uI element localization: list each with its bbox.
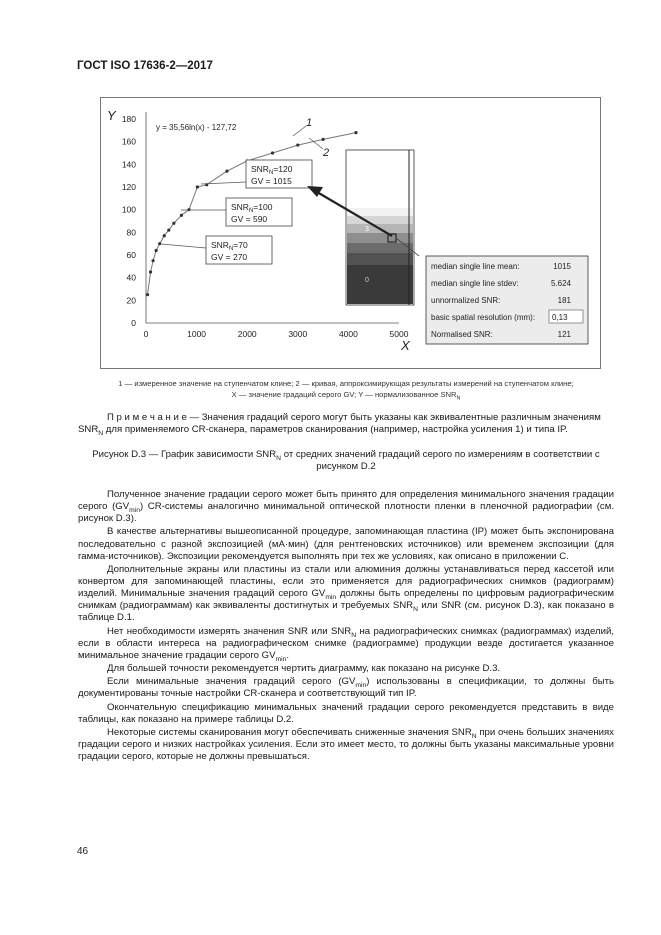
data-point: [163, 234, 166, 237]
svg-text:GV = 590: GV = 590: [231, 214, 268, 224]
paragraph-3: Дополнительные экраны или пластины из стали или алюминия должны устанавливаться перед кассетой или конвертом для запоминающей пластины, если это применяется для радиографических снимков (радиограмм) изделий. Минимальные значения градаций серого $GV_{min}$ должны быть определены по цифровым радиографическим снимкам (радиограммам) как эквиваленты достигнутых и требуемых $SNR_N$ или SNR (см. рисунок D.3), как показано в таблице D.1.: [78, 563, 614, 624]
body-text: [78, 489, 614, 765]
result-label: Normalised SNR:: [431, 330, 493, 339]
y-tick-label: 80: [126, 227, 136, 238]
wedge-label-0: 0: [365, 277, 369, 284]
y-tick-labels: [122, 114, 136, 328]
y-tick-label: 120: [121, 182, 136, 192]
figure-title: Рисунок D.3 — График зависимости $SNR_N$ от средних значений градаций серого по измерениям в соответствии с рисунком D.2: [92, 449, 600, 473]
data-point: [155, 249, 158, 252]
page-number: 46: [77, 846, 89, 857]
result-label: basic spatial resolution (mm):: [431, 313, 536, 322]
data-point: [146, 293, 149, 296]
curve-label-2: 2: [323, 147, 330, 159]
svg-text:SNRN=70: $SNR_N=70$: [211, 240, 248, 252]
y-axis-title: Y: [107, 108, 116, 123]
data-point: [167, 228, 170, 231]
paragraph-7: Окончательную спецификацию минимальных значений градации серого рекомендуется представить в виде таблицы, как показано на примере таблицы D.2.: [78, 701, 614, 725]
legend-line-2: X — значение градаций серого GV; Y — нормализованное $SNR_N$: [231, 390, 461, 402]
result-label: unnormalized SNR:: [431, 296, 501, 305]
data-point: [271, 151, 274, 154]
document-header: ГОСТ ISO 17636-2—2017: [77, 60, 213, 72]
y-tick-label: 140: [121, 159, 136, 170]
data-point: [296, 143, 299, 146]
svg-text:SNRN=120: $SNR_N=120$: [251, 164, 293, 176]
result-value: 121: [557, 330, 571, 339]
paragraph-8: Некоторые системы сканирования могут обеспечивать сниженные значения $SNR_N$ при очень больших значениях градации серого и низких настройках усиления. Если это имеет место, то должны быть указаны максимальные уровни градации серого, которые не должны превышаться.: [78, 727, 614, 763]
y-tick-label: 180: [121, 114, 136, 124]
paragraph-2: В качестве альтернативы вышеописанной процедуре, запоминающая пластина (IP) может быть экспонирована последовательно с разной экспозицией (мА·мин) (для рентгеновских источников) или временем экспозиции (для гамма-источников). Экспозиции рекомендуется выполнять при тех же условиях, как описано в приложении С.: [78, 526, 614, 562]
data-point: [149, 270, 152, 273]
x-axis-title: X: [401, 338, 410, 353]
paragraph-6: Если минимальные значения градаций серого $(GV_{min})$ использованы в спецификации, то должны быть документированы точные настройки CR-сканера и соответствующий тип IP.: [78, 676, 614, 700]
figure-d3: [100, 97, 601, 369]
x-tick-label: 5000: [389, 329, 409, 339]
equation-label: y = 35,56ln(x) - 127,72: [156, 123, 237, 132]
data-point: [354, 131, 357, 134]
data-point: [151, 259, 154, 262]
annotation-snr-120: [201, 160, 312, 188]
svg-text:GV = 1015: GV = 1015: [251, 176, 292, 186]
curve-label-1: 1: [306, 117, 313, 129]
chart-svg: [101, 98, 600, 368]
result-value: 181: [557, 296, 571, 305]
figure-legend: [78, 378, 614, 400]
annotation-snr-70: [161, 236, 272, 264]
result-value: 5.624: [550, 279, 571, 288]
x-tick-label: 1000: [187, 329, 207, 339]
note: П р и м е ч а н и е — Значения градаций серого могут быть указаны как эквивалентные различным значениям $SNR_N$ для применяемого CR-сканера, параметров сканирования (например, настройка усиления 1) и типа IP.: [78, 412, 601, 438]
x-tick-label: 4000: [338, 329, 358, 339]
data-point: [196, 185, 199, 188]
y-tick-label: 0: [131, 318, 136, 328]
data-point: [180, 214, 183, 217]
y-tick-label: 40: [126, 272, 136, 283]
y-tick-label: 160: [121, 136, 136, 147]
result-label: median single line stdev:: [431, 279, 519, 288]
y-tick-label: 60: [126, 250, 136, 260]
data-point: [172, 222, 175, 225]
svg-text:GV = 270: GV = 270: [211, 252, 248, 262]
y-tick-label: 20: [126, 295, 136, 306]
step-wedge-image: [346, 150, 414, 305]
data-point: [225, 170, 228, 173]
paragraph-4: Нет необходимости измерять значения SNR или $SNR_N$ на радиографических снимках (радиограммах) изделий, если в области интереса на радиографическом снимке (радиограмме) продукции везде достигается указанное минимальное значение градации серого $GV_{min}$.: [78, 625, 614, 663]
wedge-label-3: 3: [365, 226, 369, 233]
data-point: [322, 138, 325, 141]
result-value: 1015: [553, 262, 571, 271]
svg-text:SNRN=100: $SNR_N=100$: [231, 202, 273, 214]
y-tick-label: 100: [121, 204, 136, 215]
result-value: 0,13: [552, 313, 568, 322]
data-point: [158, 242, 161, 245]
result-label: median single line mean:: [431, 262, 520, 271]
paragraph-1: Полученное значение градации серого может быть принято для определения минимального значения градации серого $(GV_{min})$ CR-системы аналогично минимальной оптической плотности пленки в пленочной радиографии (см. рисунок D.3).: [78, 489, 614, 525]
x-tick-label: 2000: [237, 329, 257, 339]
x-tick-labels: [144, 329, 409, 339]
paragraph-5: Для большей точности рекомендуется чертить диаграмму, как показано на рисунке D.3.: [107, 663, 501, 675]
results-table: [426, 256, 588, 344]
x-tick-label: 3000: [288, 329, 308, 339]
legend-line-1: 1 — измеренное значение на ступенчатом клине; 2 — кривая, аппроксимирующая результаты измерений на ступенчатом клине;: [118, 379, 574, 388]
annotation-snr-100: [181, 198, 292, 226]
x-tick-label: 0: [143, 329, 149, 339]
